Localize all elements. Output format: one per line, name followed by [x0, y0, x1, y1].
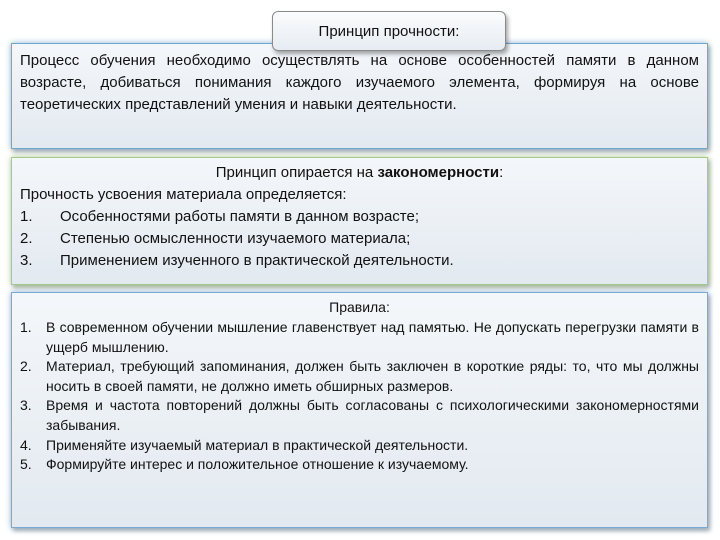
principle-box	[11, 157, 708, 285]
list-item-text: Применением изученного в практической деятельности.	[60, 252, 454, 269]
list-item-number: 1.	[20, 208, 33, 225]
list-item	[20, 357, 699, 396]
list-item-number: 2.	[20, 358, 32, 375]
list-item	[20, 228, 699, 250]
intro-text: Процесс обучения необходимо осуществлять на основе особенностей памяти в данном возрасте, добиваться понимания каждого изучаемого элемента, формируя на основе теоретических представлений умения и навыки деятельности.	[20, 52, 699, 113]
list-item-text: Применяйте изучаемый материал в практической деятельности.	[46, 436, 469, 453]
rules-list	[20, 318, 699, 475]
principle-heading-bold: закономерности	[377, 164, 500, 181]
list-item	[20, 436, 699, 456]
list-item	[20, 396, 699, 435]
list-item	[20, 455, 699, 475]
list-item-number: 3.	[20, 252, 33, 269]
list-item	[20, 250, 699, 272]
list-item-number: 2.	[20, 230, 33, 247]
list-item	[20, 318, 699, 357]
principle-lead: Прочность усвоения материала определяется:	[20, 186, 347, 203]
slide-title: Принцип прочности:	[318, 22, 460, 40]
list-item-text: Формируйте интерес и положительное отношение к изучаемому.	[46, 456, 469, 473]
list-item-number: 1.	[20, 319, 32, 335]
rules-box	[11, 292, 708, 528]
list-item-number: 5.	[20, 456, 32, 473]
list-item-text: В современном обучении мышление главенствует над памятью. Не допускать перегрузки памяти в ущерб мышлению.	[46, 319, 699, 355]
list-item-number: 3.	[20, 397, 32, 414]
list-item-text: Степенью осмысленности изучаемого материала;	[60, 230, 411, 247]
principle-heading-suffix: :	[499, 164, 504, 181]
list-item-number: 4.	[20, 436, 32, 453]
intro-box	[11, 43, 708, 149]
list-item-text: Особенностями работы памяти в данном возрасте;	[60, 208, 419, 225]
slide-title-box	[272, 11, 506, 51]
principle-heading	[20, 162, 699, 184]
list-item-text: Материал, требующий запоминания, должен быть заключен в короткие ряды: то, что мы должны носить в своей памяти, не должно иметь обширных размеров.	[46, 358, 699, 394]
principle-heading-prefix: Принцип опирается на	[215, 164, 378, 181]
list-item	[20, 206, 699, 228]
list-item-text: Время и частота повторений должны быть согласованы с психологическими закономерностями забывания.	[46, 397, 699, 433]
principle-list	[20, 206, 699, 272]
rules-heading: Правила:	[329, 299, 390, 315]
